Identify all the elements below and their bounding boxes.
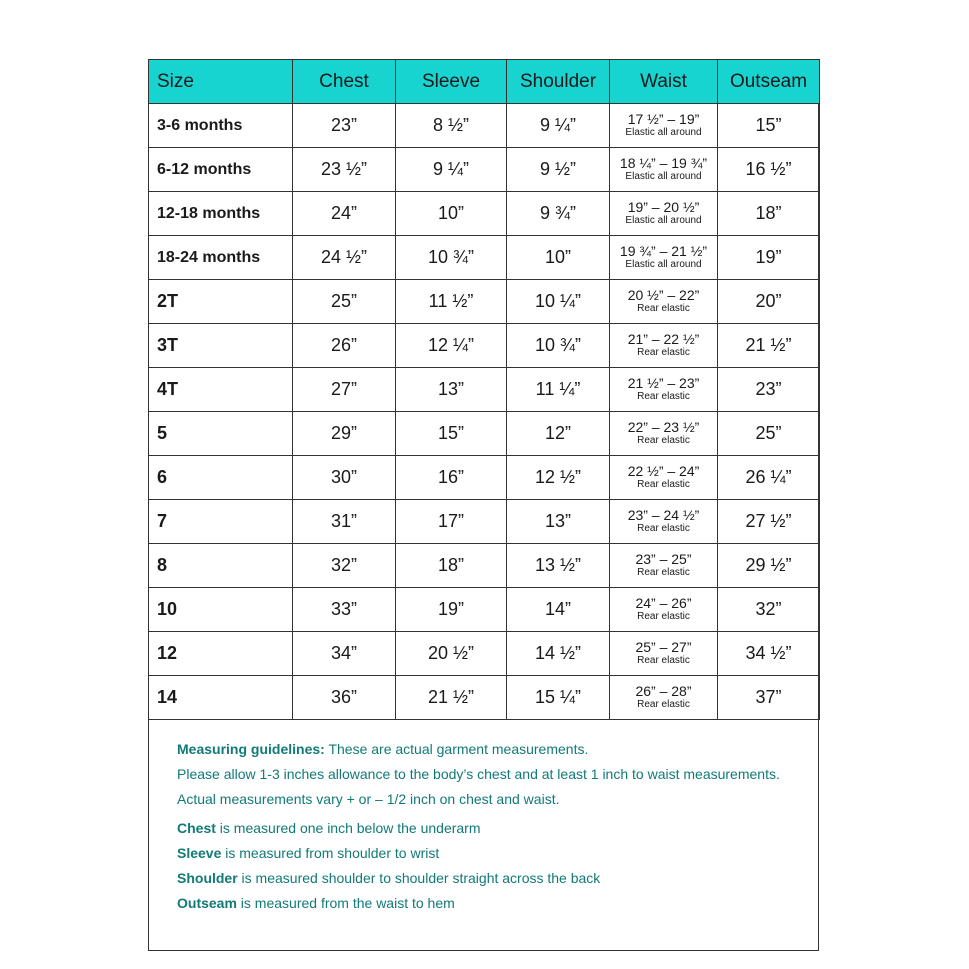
table-row <box>149 236 820 280</box>
chest-cell: 23” <box>293 104 396 148</box>
sleeve-cell: 16” <box>396 456 507 500</box>
table-row <box>149 632 820 676</box>
column-header-chest: Chest <box>293 60 396 104</box>
waist-range: 18 ¼” – 19 ¾” <box>619 155 708 171</box>
shoulder-cell: 12” <box>507 412 610 456</box>
table-row <box>149 676 820 720</box>
sleeve-cell: 18” <box>396 544 507 588</box>
outseam-cell: 25” <box>718 412 820 456</box>
table-row <box>149 104 820 148</box>
outseam-cell: 18” <box>718 192 820 236</box>
table-row <box>149 368 820 412</box>
chest-cell: 36” <box>293 676 396 720</box>
definition-text: is measured shoulder to shoulder straight across the back <box>237 870 601 886</box>
sleeve-cell: 12 ¼” <box>396 324 507 368</box>
guideline-line-2: Please allow 1-3 inches allowance to the body’s chest and at least 1 inch to waist measurements. <box>177 766 780 782</box>
outseam-cell: 20” <box>718 280 820 324</box>
outseam-cell: 21 ½” <box>718 324 820 368</box>
outseam-cell: 34 ½” <box>718 632 820 676</box>
waist-range: 22” – 23 ½” <box>627 419 700 435</box>
sleeve-cell: 11 ½” <box>396 280 507 324</box>
column-header-size: Size <box>149 60 293 104</box>
size-cell: 3-6 months <box>149 104 293 148</box>
table-row <box>149 192 820 236</box>
definition-term: Sleeve <box>177 845 222 861</box>
waist-range: 19” – 20 ½” <box>627 199 700 215</box>
waist-range: 21” – 22 ½” <box>627 331 700 347</box>
sleeve-cell: 20 ½” <box>396 632 507 676</box>
chest-cell: 24 ½” <box>293 236 396 280</box>
size-cell: 14 <box>149 676 293 720</box>
definition-term: Chest <box>177 820 216 836</box>
size-cell: 18-24 months <box>149 236 293 280</box>
shoulder-cell: 10 ¼” <box>507 280 610 324</box>
table-row <box>149 412 820 456</box>
guideline-text: These are actual garment measurements. <box>324 741 589 757</box>
waist-range: 24” – 26” <box>635 595 692 611</box>
definition-sleeve <box>177 841 817 866</box>
size-cell: 2T <box>149 280 293 324</box>
table-row <box>149 500 820 544</box>
shoulder-cell: 11 ¼” <box>507 368 610 412</box>
waist-range: 23” – 24 ½” <box>627 507 700 523</box>
size-table <box>148 59 820 720</box>
waist-cell <box>610 104 718 148</box>
shoulder-cell: 10” <box>507 236 610 280</box>
waist-note: Rear elastic <box>637 303 690 314</box>
definition-text: is measured from shoulder to wrist <box>221 845 440 861</box>
waist-range: 17 ½” – 19” <box>627 111 700 127</box>
waist-note: Rear elastic <box>637 435 690 446</box>
column-header-sleeve: Sleeve <box>396 60 507 104</box>
size-cell: 12 <box>149 632 293 676</box>
chest-cell: 23 ½” <box>293 148 396 192</box>
waist-range: 23” – 25” <box>635 551 692 567</box>
waist-range: 21 ½” – 23” <box>627 375 700 391</box>
chest-cell: 30” <box>293 456 396 500</box>
waist-range: 20 ½” – 22” <box>627 287 700 303</box>
table-body <box>149 104 820 720</box>
waist-note: Rear elastic <box>637 347 690 358</box>
sleeve-cell: 9 ¼” <box>396 148 507 192</box>
waist-cell <box>610 324 718 368</box>
sleeve-cell: 21 ½” <box>396 676 507 720</box>
table-row <box>149 588 820 632</box>
waist-note: Rear elastic <box>637 523 690 534</box>
outseam-cell: 29 ½” <box>718 544 820 588</box>
outseam-cell: 27 ½” <box>718 500 820 544</box>
waist-note: Elastic all around <box>625 215 702 226</box>
size-cell: 6-12 months <box>149 148 293 192</box>
waist-cell <box>610 412 718 456</box>
table-row <box>149 456 820 500</box>
chest-cell: 33” <box>293 588 396 632</box>
chest-cell: 24” <box>293 192 396 236</box>
chest-cell: 29” <box>293 412 396 456</box>
waist-note: Rear elastic <box>637 699 690 710</box>
waist-range: 25” – 27” <box>635 639 692 655</box>
waist-cell <box>610 368 718 412</box>
table-row <box>149 324 820 368</box>
sleeve-cell: 15” <box>396 412 507 456</box>
waist-cell <box>610 588 718 632</box>
table-row <box>149 148 820 192</box>
definition-term: Outseam <box>177 895 237 911</box>
chest-cell: 32” <box>293 544 396 588</box>
size-cell: 7 <box>149 500 293 544</box>
shoulder-cell: 9 ½” <box>507 148 610 192</box>
measuring-notes <box>177 737 817 916</box>
shoulder-cell: 15 ¼” <box>507 676 610 720</box>
chest-cell: 31” <box>293 500 396 544</box>
table-row <box>149 544 820 588</box>
sleeve-cell: 13” <box>396 368 507 412</box>
definition-term: Shoulder <box>177 870 238 886</box>
waist-note: Elastic all around <box>625 171 702 182</box>
outseam-cell: 15” <box>718 104 820 148</box>
outseam-cell: 32” <box>718 588 820 632</box>
waist-cell <box>610 456 718 500</box>
shoulder-cell: 13 ½” <box>507 544 610 588</box>
chest-cell: 27” <box>293 368 396 412</box>
column-header-shoulder: Shoulder <box>507 60 610 104</box>
table-row <box>149 280 820 324</box>
size-cell: 12-18 months <box>149 192 293 236</box>
guideline-line-3: Actual measurements vary + or – 1/2 inch on chest and waist. <box>177 791 560 807</box>
definition-text: is measured one inch below the underarm <box>215 820 481 836</box>
definition-shoulder <box>177 866 817 891</box>
waist-cell <box>610 236 718 280</box>
column-header-outseam: Outseam <box>718 60 820 104</box>
size-cell: 5 <box>149 412 293 456</box>
shoulder-cell: 9 ¾” <box>507 192 610 236</box>
definition-outseam <box>177 891 817 916</box>
outseam-cell: 16 ½” <box>718 148 820 192</box>
waist-cell <box>610 280 718 324</box>
size-cell: 4T <box>149 368 293 412</box>
outseam-cell: 37” <box>718 676 820 720</box>
shoulder-cell: 13” <box>507 500 610 544</box>
waist-cell <box>610 192 718 236</box>
shoulder-cell: 14” <box>507 588 610 632</box>
size-cell: 3T <box>149 324 293 368</box>
guideline-heading: Measuring guidelines: <box>177 741 325 757</box>
definition-text: is measured from the waist to hem <box>236 895 455 911</box>
size-cell: 10 <box>149 588 293 632</box>
outseam-cell: 19” <box>718 236 820 280</box>
waist-note: Rear elastic <box>637 391 690 402</box>
waist-note: Rear elastic <box>637 479 690 490</box>
outseam-cell: 26 ¼” <box>718 456 820 500</box>
definition-chest <box>177 816 817 841</box>
shoulder-cell: 12 ½” <box>507 456 610 500</box>
size-cell: 8 <box>149 544 293 588</box>
waist-note: Rear elastic <box>637 567 690 578</box>
sleeve-cell: 17” <box>396 500 507 544</box>
waist-cell <box>610 632 718 676</box>
sleeve-cell: 10 ¾” <box>396 236 507 280</box>
outseam-cell: 23” <box>718 368 820 412</box>
waist-note: Rear elastic <box>637 611 690 622</box>
sleeve-cell: 19” <box>396 588 507 632</box>
waist-note: Elastic all around <box>625 127 702 138</box>
sleeve-cell: 10” <box>396 192 507 236</box>
waist-range: 26” – 28” <box>635 683 692 699</box>
column-header-waist: Waist <box>610 60 718 104</box>
waist-cell <box>610 500 718 544</box>
size-cell: 6 <box>149 456 293 500</box>
chest-cell: 34” <box>293 632 396 676</box>
shoulder-cell: 10 ¾” <box>507 324 610 368</box>
waist-range: 19 ¾” – 21 ½” <box>619 243 708 259</box>
waist-cell <box>610 676 718 720</box>
shoulder-cell: 9 ¼” <box>507 104 610 148</box>
guideline-line-1 <box>177 737 817 762</box>
waist-note: Rear elastic <box>637 655 690 666</box>
waist-cell <box>610 148 718 192</box>
waist-range: 22 ½” – 24” <box>627 463 700 479</box>
header-row <box>149 60 820 104</box>
chest-cell: 26” <box>293 324 396 368</box>
shoulder-cell: 14 ½” <box>507 632 610 676</box>
chest-cell: 25” <box>293 280 396 324</box>
waist-note: Elastic all around <box>625 259 702 270</box>
sleeve-cell: 8 ½” <box>396 104 507 148</box>
waist-cell <box>610 544 718 588</box>
size-chart <box>148 59 819 951</box>
